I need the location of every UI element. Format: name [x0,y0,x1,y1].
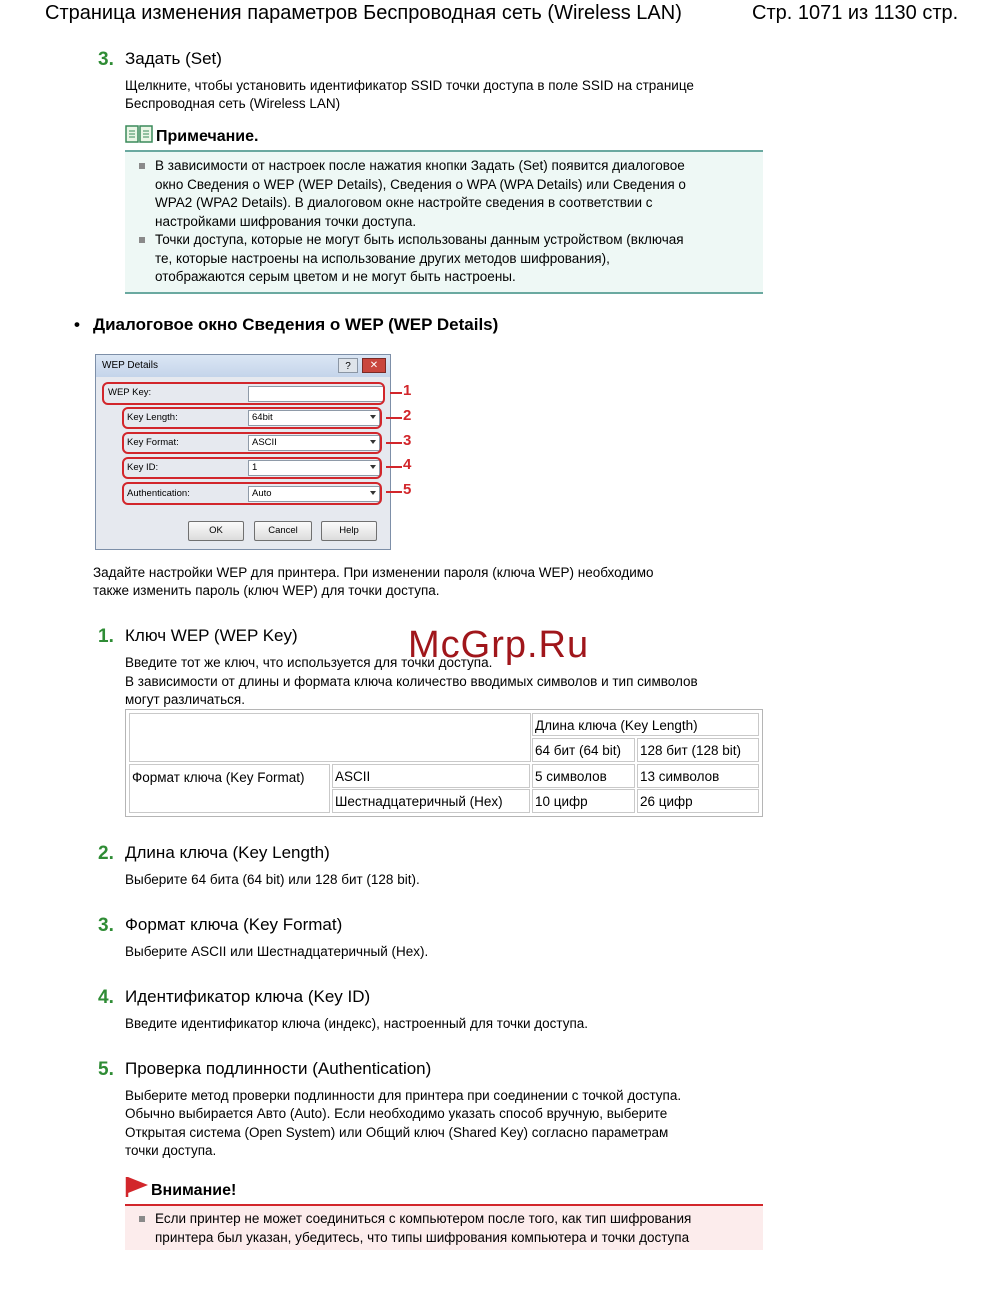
note-box [125,150,763,294]
note-item: Точки доступа, которые не могут быть использованы данным устройством (включая те, которые настроены на использование других методов шифрования), отображаются серым цветом и не могут быть настроены. [125,231,763,287]
step-text: Обычно выбирается Авто (Auto). Если необходимо указать способ вручную, выберите [125,1106,668,1121]
step-number: 3. [98,49,114,70]
authentication-select[interactable]: Auto [248,486,380,502]
table-header: 128 бит (128 bit) [637,738,759,762]
step-text: Введите идентификатор ключа (индекс), настроенный для точки доступа. [125,1016,589,1031]
callout-line [390,392,402,394]
authentication-label: Authentication: [127,488,190,499]
step-text: точки доступа. [125,1143,217,1158]
table-row-header: Формат ключа (Key Format) [129,764,330,813]
key-id-label: Key ID: [127,462,159,473]
callout-line [386,417,402,419]
watermark: McGrp.Ru [408,624,590,666]
intro-text: Задайте настройки WEP для принтера. При изменении пароля (ключа WEP) необходимо [93,565,654,580]
step-number: 3. [98,915,114,936]
key-length-select[interactable]: 64bit [248,410,380,426]
close-icon[interactable]: ✕ [362,358,386,373]
caution-heading: Внимание! [151,1182,237,1199]
step-text: Выберите метод проверки подлинности для принтера при соединении с точкой доступа. [125,1088,682,1103]
step-title: Ключ WEP (WEP Key) [125,626,298,645]
section-heading: Диалоговое окно Сведения о WEP (WEP Details) [93,315,499,334]
step-text: Введите тот же ключ, что используется для точки доступа. [125,655,493,670]
step-number: 2. [98,843,114,864]
cancel-button[interactable]: Cancel [254,521,312,541]
wep-details-dialog [95,354,391,550]
step-number: 5. [98,1059,114,1080]
help-button[interactable]: Help [321,521,377,541]
key-length-label: Key Length: [127,412,178,423]
caution-item: Если принтер не может соединиться с компьютером после того, как тип шифрования принтера был указан, убедитесь, что типы шифрования компьютера и точки доступа [125,1210,763,1247]
table-cell: 26 цифр [637,789,759,813]
section-bullet: • [74,315,80,334]
step-text: Выберите ASCII или Шестнадцатеричный (Hex). [125,944,429,959]
step-text: могут различаться. [125,692,245,707]
table-header: Длина ключа (Key Length) [532,713,759,736]
wep-key-label: WEP Key: [108,387,152,398]
step-text: Беспроводная сеть (Wireless LAN) [125,96,341,111]
callout-number-4: 4 [403,456,412,473]
step-text: В зависимости от длины и формата ключа количество вводимых символов и тип символов [125,674,698,689]
table-cell: 10 цифр [532,789,635,813]
table-cell [129,713,531,762]
note-heading: Примечание. [156,128,259,145]
key-format-select[interactable]: ASCII [248,435,380,451]
step-title: Длина ключа (Key Length) [125,843,330,862]
page-header-title: Страница изменения параметров Беспроводная сеть (Wireless LAN) [45,2,682,24]
key-format-label: Key Format: [127,437,179,448]
step-number: 1. [98,626,114,647]
callout-frame-5 [122,482,382,505]
step-number: 4. [98,987,114,1008]
table-cell: Шестнадцатеричный (Hex) [332,789,530,813]
step-text: Щелкните, чтобы установить идентификатор SSID точки доступа в поле SSID на странице [125,78,694,93]
callout-line [386,466,402,468]
ok-button[interactable]: OK [188,521,244,541]
callout-number-1: 1 [403,382,412,399]
callout-line [386,442,402,444]
callout-frame-3 [122,432,382,454]
caution-flag-icon [125,1176,149,1198]
callout-number-5: 5 [403,481,412,498]
callout-number-2: 2 [403,407,412,424]
key-table [125,709,763,817]
book-icon [125,124,153,144]
caution-box [125,1204,763,1250]
step-text: Выберите 64 бита (64 bit) или 128 бит (128 bit). [125,872,420,887]
callout-line [386,491,402,493]
step-title: Проверка подлинности (Authentication) [125,1059,432,1078]
note-item: В зависимости от настроек после нажатия кнопки Задать (Set) появится диалоговое окно Сведения о WEP (WEP Details), Сведения о WPA (WPA Details) или Сведения о WPA2 (WPA2 Details). В диалоговом окне настройте сведения в соответствии с настройками шифрования точки доступа. [125,157,763,231]
page-number: Стр. 1071 из 1130 стр. [752,2,959,24]
help-icon[interactable]: ? [338,358,358,373]
step-title: Задать (Set) [125,49,222,68]
key-id-select[interactable]: 1 [248,460,380,476]
step-title: Идентификатор ключа (Key ID) [125,987,371,1006]
table-cell: 5 символов [532,764,635,788]
dialog-title: WEP Details [96,355,390,377]
callout-frame-2 [122,407,382,429]
table-header: 64 бит (64 bit) [532,738,635,762]
intro-text: также изменить пароль (ключ WEP) для точки доступа. [93,583,440,598]
callout-frame-4 [122,457,382,479]
callout-number-3: 3 [403,432,412,449]
step-text: Открытая система (Open System) или Общий ключ (Shared Key) согласно параметрам [125,1125,669,1140]
table-cell: 13 символов [637,764,759,788]
table-cell: ASCII [332,764,530,788]
step-title: Формат ключа (Key Format) [125,915,343,934]
callout-frame-1 [102,382,385,405]
